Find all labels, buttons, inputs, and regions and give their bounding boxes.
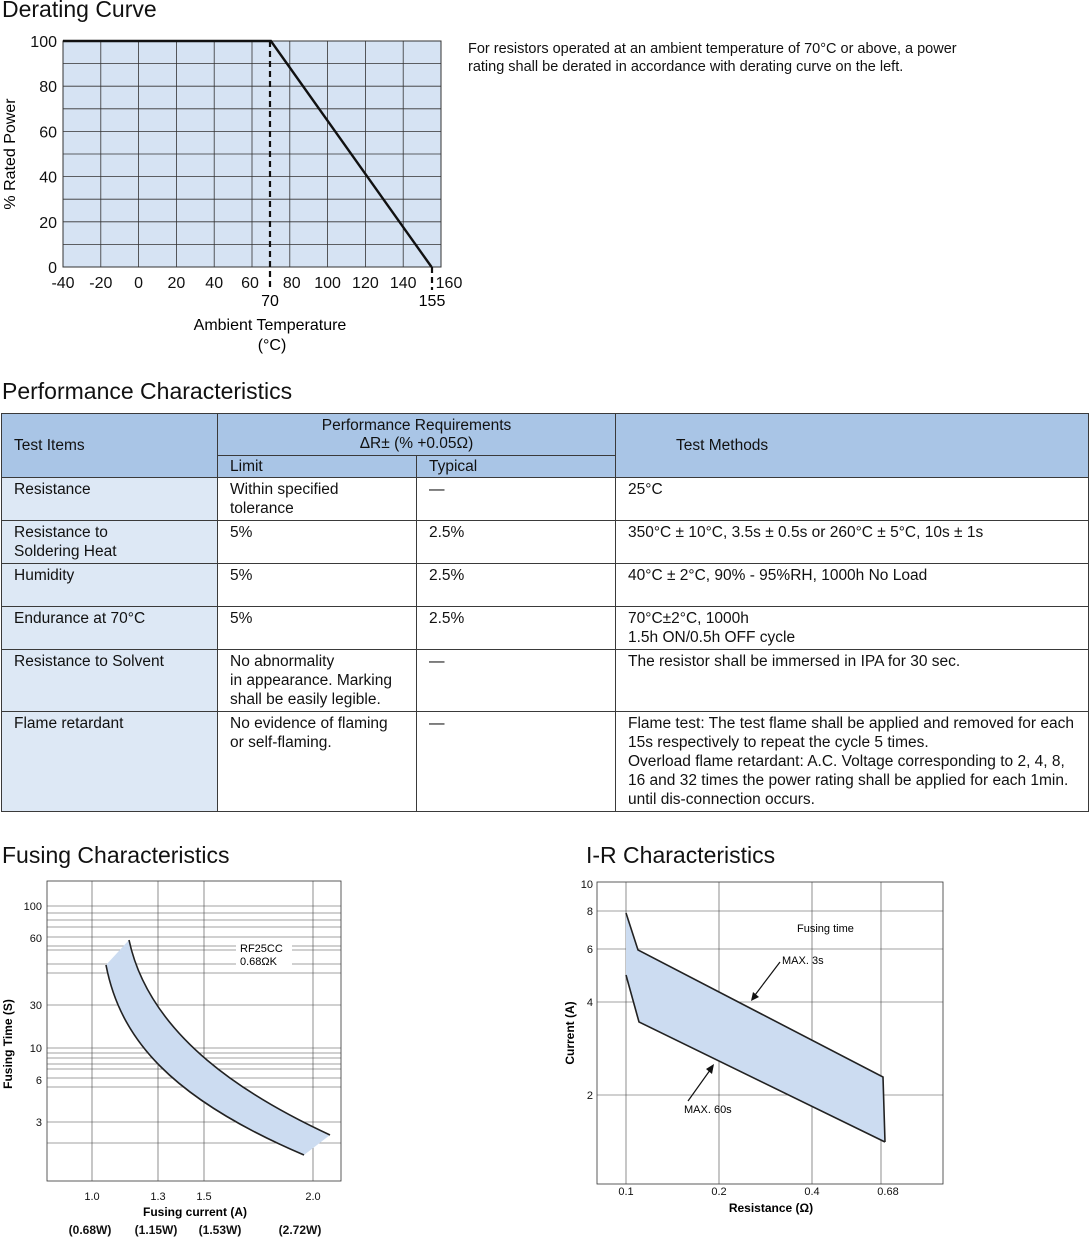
- row-limit: Within specified tolerance: [218, 478, 417, 521]
- derating-xlabel-2: (°C): [257, 337, 287, 354]
- fusing-xtick: 1.5: [196, 1191, 212, 1203]
- derating-xtick: 40: [205, 275, 224, 292]
- row-limit: No evidence of flaming or self-flaming.: [218, 712, 417, 812]
- fusing-xtick: 1.0: [84, 1191, 100, 1203]
- derating-note: For resistors operated at an ambient temperature of 70°C or above, a power rating shall be derated in accordance with derating curve on the left.: [468, 41, 957, 75]
- row-method: 40°C ± 2°C, 90% - 95%RH, 1000h No Load: [616, 564, 1089, 607]
- row-method: Flame test: The test flame shall be applied and removed for each 15s respectively to repeat the cycle 5 times. Overload flame retardant: A.C. Voltage corresponding to 2, 4, 8, 16 and 32 times the power rating shall be applied for each 1min. until dis-connection occurs.: [616, 712, 1089, 812]
- derating-xtick: 80: [282, 275, 301, 292]
- row-method: 350°C ± 10°C, 3.5s ± 0.5s or 260°C ± 5°C, 10s ± 1s: [616, 521, 1089, 564]
- table-row: [2, 478, 1089, 521]
- fusing-watt-label: (1.53W): [198, 1223, 242, 1237]
- ir-ytick: 10: [580, 879, 593, 891]
- row-typical: 2.5%: [417, 564, 616, 607]
- derating-xlabel-1: Ambient Temperature: [193, 317, 347, 334]
- fusing-legend-2: 0.68ΩK: [240, 956, 277, 968]
- performance-table: [1, 413, 1089, 812]
- ir-fusing-time: Fusing time: [797, 923, 854, 935]
- fusing-ytick: 60: [29, 933, 42, 945]
- row-limit: 5%: [218, 607, 417, 650]
- derating-xtick: 20: [167, 275, 186, 292]
- fusing-ytick: 3: [35, 1117, 42, 1129]
- ir-xtick: 0.68: [877, 1186, 899, 1198]
- derating-ytick: 40: [39, 169, 57, 187]
- derating-chart: [0, 22, 480, 362]
- derating-ytick: 20: [39, 214, 57, 232]
- table-row: [2, 521, 1089, 564]
- row-limit: No abnormality in appearance. Marking shall be easily legible.: [218, 650, 417, 712]
- ir-max60s: MAX. 60s: [684, 1104, 732, 1116]
- fusing-xtick: 2.0: [305, 1191, 321, 1203]
- ir-ylabel: Current (A): [563, 1001, 577, 1065]
- derating-xtick: 60: [241, 275, 259, 292]
- derating-ytick: 100: [30, 34, 57, 51]
- derating-xtick: -40: [51, 275, 75, 292]
- row-item: Humidity: [2, 564, 218, 607]
- row-typical: 2.5%: [417, 521, 616, 564]
- table-row: [2, 650, 1089, 712]
- header-test-methods: Test Methods: [616, 414, 1089, 478]
- row-method: 25°C: [616, 478, 1089, 521]
- ir-xtick: 0.4: [804, 1186, 820, 1198]
- derating-xtick: 100: [314, 275, 341, 292]
- header-limit: Limit: [218, 456, 417, 478]
- fusing-ytick: 30: [29, 1000, 42, 1012]
- row-item: Resistance: [2, 478, 218, 521]
- ir-ytick: 8: [586, 906, 593, 918]
- row-item: Flame retardant: [2, 712, 218, 812]
- derating-title: Derating Curve: [2, 0, 157, 22]
- row-typical: —: [417, 712, 616, 812]
- fusing-ytick: 10: [29, 1043, 42, 1055]
- ir-xlabel: Resistance (Ω): [728, 1201, 814, 1215]
- derating-ytick: 60: [39, 124, 57, 142]
- performance-title: Performance Characteristics: [2, 378, 293, 404]
- row-method: The resistor shall be immersed in IPA for 30 sec.: [616, 650, 1089, 712]
- ir-title: I-R Characteristics: [586, 842, 776, 868]
- derating-mark-155: 155: [418, 293, 446, 310]
- header-requirements: Performance Requirements ΔR± (% +0.05Ω): [218, 414, 616, 456]
- derating-xtick: 0: [134, 275, 144, 292]
- derating-xtick: -20: [89, 275, 113, 292]
- fusing-xtick: 1.3: [150, 1191, 166, 1203]
- row-item: Endurance at 70°C: [2, 607, 218, 650]
- fusing-watt-label: (0.68W): [68, 1223, 112, 1237]
- ir-max3s: MAX. 3s: [782, 955, 824, 967]
- derating-ytick: 0: [48, 260, 57, 277]
- fusing-watt-label: (1.15W): [134, 1223, 178, 1237]
- table-row: [2, 564, 1089, 607]
- fusing-legend-1: RF25CC: [240, 943, 283, 955]
- derating-mark-70: 70: [261, 293, 279, 310]
- derating-ylabel: % Rated Power: [2, 98, 19, 210]
- fusing-ytick: 6: [35, 1075, 42, 1087]
- row-typical: 2.5%: [417, 607, 616, 650]
- fusing-ytick: 100: [23, 901, 42, 913]
- row-limit: 5%: [218, 564, 417, 607]
- fusing-xlabel: Fusing current (A): [143, 1205, 247, 1219]
- row-typical: —: [417, 478, 616, 521]
- row-item: Resistance to Solvent: [2, 650, 218, 712]
- row-typical: —: [417, 650, 616, 712]
- ir-chart: [560, 868, 960, 1228]
- ir-ytick: 4: [586, 997, 593, 1009]
- derating-xtick: 140: [389, 275, 417, 292]
- fusing-title: Fusing Characteristics: [2, 842, 230, 868]
- ir-ytick: 2: [586, 1090, 593, 1102]
- fusing-chart: [0, 868, 360, 1238]
- row-method: 70°C±2°C, 1000h 1.5h ON/0.5h OFF cycle: [616, 607, 1089, 650]
- table-row: [2, 712, 1089, 812]
- ir-ytick: 6: [586, 944, 593, 956]
- derating-xtick: 120: [352, 275, 379, 292]
- row-limit: 5%: [218, 521, 417, 564]
- derating-xtick: 160: [435, 275, 463, 292]
- header-test-items: Test Items: [2, 414, 218, 478]
- derating-ytick: 80: [39, 79, 57, 97]
- fusing-watt-label: (2.72W): [278, 1223, 322, 1237]
- fusing-ylabel: Fusing Time (S): [1, 999, 15, 1089]
- row-item: Resistance to Soldering Heat: [2, 521, 218, 564]
- ir-xtick: 0.2: [711, 1186, 727, 1198]
- ir-xtick: 0.1: [618, 1186, 634, 1198]
- table-row: [2, 607, 1089, 650]
- header-typical: Typical: [417, 456, 616, 478]
